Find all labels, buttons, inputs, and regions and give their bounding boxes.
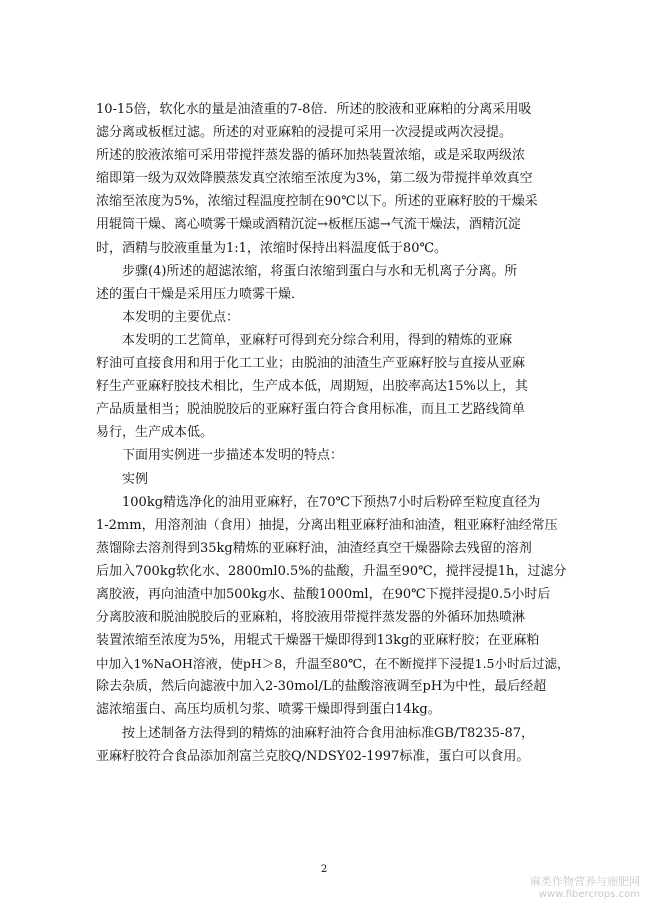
text-line: 时，酒精与胶液重量为1:1，浓缩时保持出料温度低于80℃。 [96,240,448,256]
document-body [96,98,576,768]
watermark-url: www.fibercrops.com [538,889,640,900]
paragraph-start-line: 下面用实例进一步描述本发明的特点： [122,448,344,464]
section-heading: 实例 [122,471,149,487]
text-line: 滤分离或板框过滤。所述的对亚麻粕的浸提可采用一次浸提或两次浸提。 [96,125,513,141]
text-line: 滤浓缩蛋白、高压均质机匀浆、喷雾干燥即得到蛋白14kg。 [96,702,441,718]
text-line: 产品质量相当；脱油脱胶后的亚麻籽蛋白符合食用标准，而且工艺路线简单 [96,402,526,418]
text-line: 籽生产亚麻籽胶技术相比，生产成本低，周期短，出胶率高达15%以上，其 [96,379,528,395]
paragraph-start-line: 本发明的工艺简单，亚麻籽可得到充分综合利用，得到的精炼的亚麻 [122,332,513,348]
watermark [530,875,640,901]
text-line: 离胶液，再向油渣中加500kg水、盐酸1000ml，在90℃下搅拌浸提0.5小时后 [96,586,551,602]
text-line: 缩即第一级为双效降膜蒸发真空浓缩至浓度为3%，第二级为带搅拌单效真空 [96,171,533,187]
text-line: 亚麻籽胶符合食品添加剂富兰克胶Q/NDSY02-1997标准，蛋白可以食用。 [96,748,530,764]
watermark-name: 麻类作物营养与施肥网 [530,875,640,888]
text-line: 10-15倍，软化水的量是油渣重的7-8倍．所述的胶液和亚麻粕的分离采用吸 [96,102,532,117]
text-line: 籽油可直接食用和用于化工工业；由脱油的油渣生产亚麻籽胶与直接从亚麻 [96,356,526,372]
text-line: 中加入1%NaOH溶液，使pH＞8，升温至80℃，在不断搅拌下浸提1.5小时后过滤， [96,656,570,672]
paragraph-start-line: 步骤(4)所述的超滤浓缩，将蛋白浓缩到蛋白与水和无机离子分离。所 [122,263,518,279]
text-line: 除去杂质，然后向滤液中加入2-30mol/L的盐酸溶液调至pH为中性，最后经超 [96,679,547,695]
text-line: 1-2mm，用溶剂油（食用）抽提，分离出粗亚麻籽油和油渣，粗亚麻籽油经常压 [96,517,558,533]
paragraph-start-line: 100kg精选净化的油用亚麻籽，在70℃下预热7小时后粉碎至粒度直径为 [122,494,541,510]
page-number: 2 [320,864,328,875]
text-line: 所述的胶液浓缩可采用带搅拌蒸发器的循环加热装置浓缩，或是采取两级浓 [96,148,526,164]
paragraph-start-line: 按上述制备方法得到的精炼的油麻籽油符合食用油标准GB/T8235-87， [122,725,535,741]
text-line: 蒸馏除去溶剂得到35kg精炼的亚麻籽油，油渣经真空干燥器除去残留的溶剂 [96,540,532,556]
text-line: 装置浓缩至浓度为5%，用辊式干燥器干燥即得到13kg的亚麻籽胶；在亚麻粕 [96,633,540,649]
text-line: 分离胶液和脱油脱胶后的亚麻粕，将胶液用带搅拌蒸发器的外循环加热喷淋 [96,610,526,626]
text-line: 浓缩至浓度为5%，浓缩过程温度控制在90℃以下。所述的亚麻籽胶的干燥采 [96,194,538,210]
section-heading: 本发明的主要优点： [122,309,240,325]
text-line: 用辊筒干燥、离心喷雾干燥或酒精沉淀→板框压滤→气流干燥法，酒精沉淀 [96,217,521,233]
text-line: 述的蛋白干燥是采用压力喷雾干燥． [96,286,305,302]
text-line: 易行，生产成本低。 [96,425,214,441]
text-line: 后加入700kg软化水、2800ml0.5%的盐酸，升温至90℃，搅拌浸提1h，过滤分 [96,563,567,579]
